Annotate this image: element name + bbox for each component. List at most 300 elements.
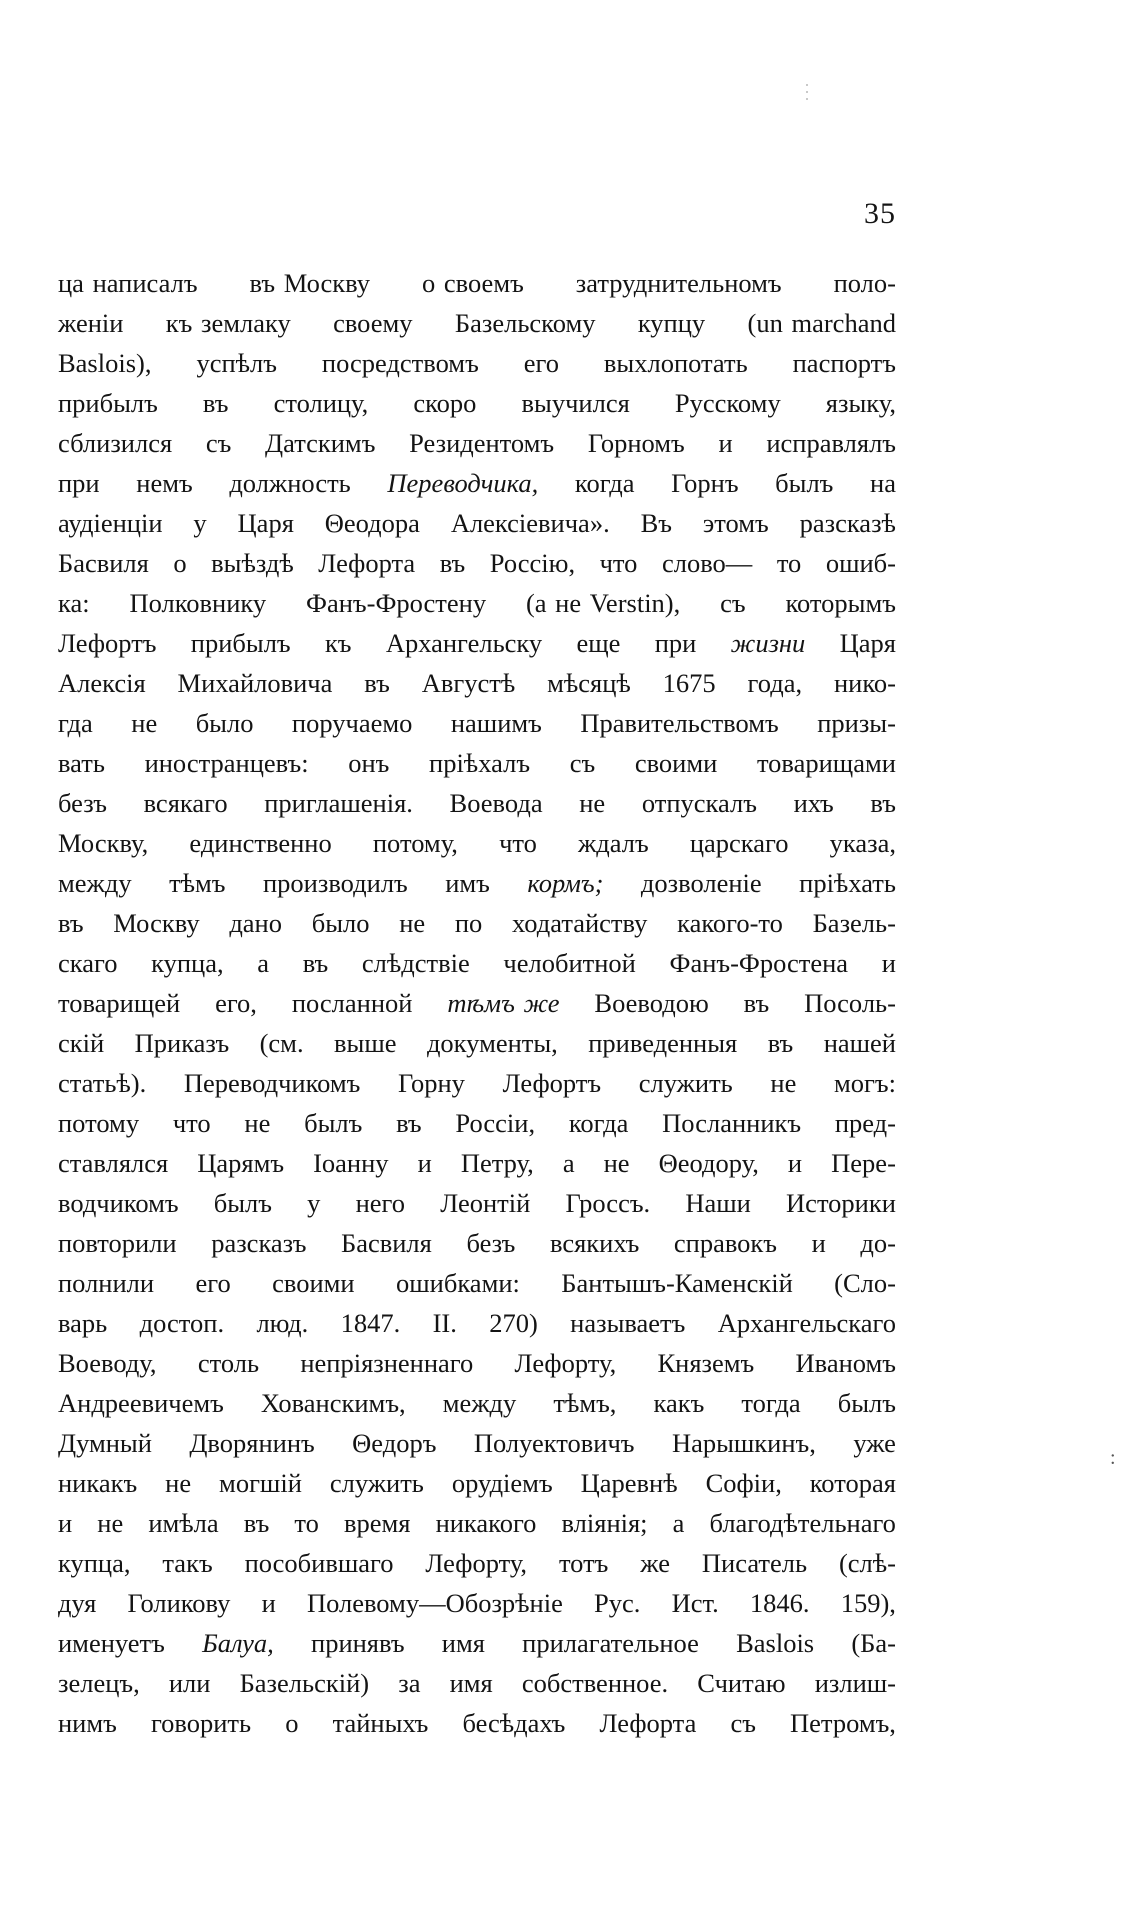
- text-word: скаго: [58, 948, 118, 978]
- text-line: [58, 1223, 896, 1263]
- text-word: о: [285, 1708, 299, 1738]
- text-word: въ: [743, 988, 770, 1018]
- text-word: дано: [229, 908, 282, 938]
- text-word: немъ: [136, 468, 193, 498]
- text-word: орудіемъ: [451, 1468, 553, 1498]
- text-word: которая: [809, 1468, 896, 1498]
- text-word: Думный: [58, 1428, 152, 1458]
- text-word: царскаго: [689, 828, 789, 858]
- text-word: призы-: [817, 708, 896, 738]
- text-word: Историки: [786, 1188, 896, 1218]
- text-word: никакъ: [58, 1468, 138, 1498]
- text-word: которымъ: [785, 588, 896, 618]
- text-word: не: [97, 1508, 124, 1538]
- text-word: непріязненнаго: [300, 1348, 474, 1378]
- text-word: а: [257, 948, 270, 978]
- text-word: Θеодору,: [658, 1148, 759, 1178]
- text-word: былъ: [775, 468, 834, 498]
- text-word: не: [399, 908, 426, 938]
- text-word: успѣлъ: [196, 348, 277, 378]
- text-word: и: [718, 428, 733, 458]
- text-word: безъ: [58, 788, 107, 818]
- text-word: Посланникъ: [662, 1108, 802, 1138]
- text-word: Горнъ: [671, 468, 739, 498]
- text-word: скоро: [413, 388, 477, 418]
- text-line: [58, 1263, 896, 1303]
- text-word: него: [355, 1188, 405, 1218]
- text-word: тѣмъ: [169, 868, 226, 898]
- text-word: Москву: [113, 908, 200, 938]
- text-word: не: [131, 708, 158, 738]
- text-word: справокъ: [673, 1228, 778, 1258]
- text-word: когда: [568, 1108, 629, 1138]
- text-line: [58, 663, 896, 703]
- text-line: [58, 903, 896, 943]
- text-word: а: [672, 1508, 685, 1538]
- text-word: (слѣ-: [838, 1548, 896, 1578]
- text-word: полнили: [58, 1268, 155, 1298]
- text-word: тогда: [741, 1388, 801, 1418]
- text-word: 1847.: [340, 1308, 401, 1338]
- text-word: Фанъ-Фростена: [669, 948, 849, 978]
- text-word: когда: [574, 468, 635, 498]
- text-word: въ: [302, 948, 329, 978]
- text-word: служить: [638, 1068, 733, 1098]
- text-word: могшій: [219, 1468, 302, 1498]
- text-line: [58, 1543, 896, 1583]
- text-word: гда: [58, 708, 93, 738]
- text-word: этомъ: [702, 508, 769, 538]
- text-word: приведенныя: [588, 1028, 738, 1058]
- text-word: Рус.: [594, 1588, 641, 1618]
- text-word: языку,: [825, 388, 896, 418]
- text-word: нико-: [833, 668, 896, 698]
- text-word: водчикомъ: [58, 1188, 179, 1218]
- text-line: [58, 1583, 896, 1623]
- text-word: жизни: [730, 628, 806, 658]
- text-line: [58, 263, 896, 303]
- text-word: II.: [432, 1308, 457, 1338]
- text-word: Резидентомъ: [409, 428, 555, 458]
- text-word: къ землаку: [165, 308, 291, 338]
- text-word: то: [294, 1508, 319, 1538]
- text-word: съ: [569, 748, 596, 778]
- text-word: Приказъ: [134, 1028, 230, 1058]
- text-word: Полевому—Обозрѣніе: [306, 1588, 563, 1618]
- text-word: слѣдствіе: [361, 948, 470, 978]
- text-word: Царевнѣ: [580, 1468, 678, 1498]
- text-word: безъ: [466, 1228, 516, 1258]
- text-word: не: [244, 1108, 271, 1138]
- text-word: по: [454, 908, 483, 938]
- text-word: ка:: [58, 588, 90, 618]
- text-word: такъ: [162, 1548, 213, 1578]
- text-word: Фанъ-Фростену: [306, 588, 487, 618]
- text-word: Княземъ: [657, 1348, 755, 1378]
- text-word: Переводчикомъ: [183, 1068, 361, 1098]
- text-word: прилагательное: [522, 1628, 699, 1658]
- text-word: Софіи,: [705, 1468, 782, 1498]
- text-word: что: [499, 828, 537, 858]
- text-word: могъ:: [833, 1068, 896, 1098]
- text-word: Горномъ: [587, 428, 685, 458]
- text-word: въ Москву: [249, 268, 371, 298]
- text-word: челобитной: [503, 948, 636, 978]
- text-word: потому: [58, 1108, 140, 1138]
- text-word: уже: [853, 1428, 896, 1458]
- text-word: нимъ: [58, 1708, 117, 1738]
- text-word: Алексіевича».: [450, 508, 610, 538]
- text-word: и: [58, 1508, 73, 1538]
- text-word: имя: [441, 1628, 485, 1658]
- text-word: Baslois),: [58, 348, 152, 378]
- text-line: [58, 343, 896, 383]
- text-word: мѣсяцѣ: [547, 668, 631, 698]
- text-word: всякаго: [143, 788, 228, 818]
- text-word: иностранцевъ:: [144, 748, 309, 778]
- text-word: не: [165, 1468, 192, 1498]
- text-word: Бантышъ-Каменскій: [561, 1268, 793, 1298]
- text-word: ходатайству: [512, 908, 648, 938]
- text-word: Воевода: [449, 788, 543, 818]
- text-line: [58, 1423, 896, 1463]
- text-word: Базель-: [812, 908, 896, 938]
- text-word: кормъ;: [527, 868, 604, 898]
- text-word: пріѣхать: [799, 868, 896, 898]
- text-word: Посоль-: [804, 988, 896, 1018]
- text-word: было: [311, 908, 370, 938]
- text-word: Лефорта: [599, 1708, 697, 1738]
- text-word: Хованскимъ,: [260, 1388, 406, 1418]
- text-word: принявъ: [311, 1628, 405, 1658]
- text-line: [58, 1383, 896, 1423]
- text-word: всякихъ: [549, 1228, 640, 1258]
- text-line: [58, 863, 896, 903]
- text-word: его: [523, 348, 559, 378]
- text-word: слово—: [661, 548, 753, 578]
- scan-speck: [806, 98, 808, 100]
- text-line: [58, 783, 896, 823]
- text-word: Басвиля: [58, 548, 149, 578]
- text-word: въ: [364, 668, 390, 698]
- text-line: [58, 383, 896, 423]
- text-line: [58, 303, 896, 343]
- text-word: ждалъ: [578, 828, 649, 858]
- text-word: излиш-: [814, 1668, 896, 1698]
- text-word: ца написалъ: [58, 268, 198, 298]
- text-word: 1675: [662, 668, 716, 698]
- text-word: указа,: [829, 828, 896, 858]
- text-line: [58, 1303, 896, 1343]
- text-word: купца,: [151, 948, 224, 978]
- text-word: именуетъ: [58, 1628, 165, 1658]
- text-word: поло-: [833, 268, 896, 298]
- text-word: о своемъ: [422, 268, 524, 298]
- text-word: тотъ: [558, 1548, 609, 1578]
- text-word: вать: [58, 748, 105, 778]
- text-word: повторили: [58, 1228, 177, 1258]
- text-word: паспортъ: [792, 348, 896, 378]
- text-word: и: [811, 1228, 826, 1258]
- text-word: Θедоръ: [352, 1428, 437, 1458]
- text-word: выше: [334, 1028, 397, 1058]
- text-word: Басвиля: [341, 1228, 432, 1258]
- text-word: и: [787, 1148, 803, 1178]
- text-word: Писатель: [701, 1548, 808, 1578]
- text-word: люд.: [256, 1308, 309, 1338]
- text-word: варь: [58, 1308, 108, 1338]
- text-line: [58, 1023, 896, 1063]
- margin-mark: :: [1110, 1447, 1116, 1469]
- text-word: Лефорту,: [425, 1548, 528, 1578]
- text-line: [58, 1703, 896, 1743]
- text-line: [58, 583, 896, 623]
- text-word: время: [343, 1508, 411, 1538]
- text-word: а: [562, 1148, 575, 1178]
- text-word: приглашенія.: [264, 788, 413, 818]
- text-word: прибылъ: [58, 388, 158, 418]
- text-word: тайныхъ: [332, 1708, 429, 1738]
- text-word: аудіенціи: [58, 508, 163, 538]
- text-word: между: [442, 1388, 517, 1418]
- text-word: никакого: [435, 1508, 537, 1538]
- text-word: Лефорту,: [514, 1348, 617, 1378]
- text-word: своему: [333, 308, 413, 338]
- text-line: [58, 1503, 896, 1543]
- text-word: Петромъ,: [790, 1708, 896, 1738]
- text-word: былъ: [213, 1188, 272, 1218]
- text-word: Алексія: [58, 668, 146, 698]
- text-word: что: [599, 548, 638, 578]
- text-word: столицу,: [273, 388, 369, 418]
- text-word: еще: [576, 628, 621, 658]
- text-word: Архангельскаго: [717, 1308, 896, 1338]
- text-word: 1846.: [749, 1588, 810, 1618]
- text-word: о: [173, 548, 187, 578]
- text-word: не: [770, 1068, 797, 1098]
- text-word: Россіи,: [455, 1108, 536, 1138]
- text-word: года,: [747, 668, 803, 698]
- text-word: (а не Verstin),: [525, 588, 681, 618]
- text-word: выхлопотать: [603, 348, 748, 378]
- text-word: и: [417, 1148, 432, 1178]
- text-line: [58, 1463, 896, 1503]
- body-text: [58, 263, 896, 1743]
- text-word: Въ: [640, 508, 672, 538]
- text-word: Правительствомъ: [580, 708, 779, 738]
- text-word: товарищами: [756, 748, 896, 778]
- text-word: пріѣхалъ: [429, 748, 531, 778]
- text-word: служить: [329, 1468, 424, 1498]
- text-word: Августѣ: [421, 668, 516, 698]
- text-word: въ: [202, 388, 229, 418]
- text-word: Андреевичемъ: [58, 1388, 224, 1418]
- text-word: Θеодора: [324, 508, 420, 538]
- text-word: не: [603, 1148, 630, 1178]
- text-word: Россію,: [489, 548, 576, 578]
- text-word: ошибками:: [396, 1268, 520, 1298]
- text-line: [58, 1143, 896, 1183]
- text-word: Іоанну: [313, 1148, 389, 1178]
- text-word: Гроссъ.: [565, 1188, 651, 1218]
- text-word: Михайловича: [177, 668, 333, 698]
- text-line: [58, 623, 896, 663]
- text-line: [58, 743, 896, 783]
- text-word: исправлялъ: [766, 428, 896, 458]
- text-word: дозволеніе: [640, 868, 762, 898]
- text-line: [58, 703, 896, 743]
- text-word: въ: [396, 1108, 422, 1138]
- text-word: Ист.: [671, 1588, 719, 1618]
- text-word: 159),: [840, 1588, 896, 1618]
- text-word: его: [195, 1268, 231, 1298]
- text-word: документы,: [426, 1028, 558, 1058]
- text-word: дуя: [58, 1588, 97, 1618]
- text-word: выучился: [521, 388, 630, 418]
- text-word: что: [172, 1108, 211, 1138]
- text-word: единственно: [189, 828, 332, 858]
- text-word: поручаемо: [291, 708, 413, 738]
- text-word: Пере-: [831, 1148, 896, 1178]
- text-word: ставлялся: [58, 1148, 169, 1178]
- text-word: говорить: [150, 1708, 252, 1738]
- text-line: [58, 823, 896, 863]
- text-word: столь: [197, 1348, 260, 1378]
- text-word: между: [58, 868, 132, 898]
- text-word: товарищей: [58, 988, 181, 1018]
- text-word: разсказѣ: [799, 508, 896, 538]
- text-word: въ: [243, 1508, 270, 1538]
- text-word: Baslois: [736, 1628, 815, 1658]
- text-word: называетъ: [570, 1308, 686, 1338]
- text-word: Дворянинъ: [189, 1428, 315, 1458]
- text-line: [58, 543, 896, 583]
- text-word: Царямъ: [197, 1148, 285, 1178]
- text-word: Иваномъ: [795, 1348, 896, 1378]
- text-word: не: [579, 788, 606, 818]
- text-word: выѣздѣ: [211, 548, 294, 578]
- text-word: Царя: [839, 628, 896, 658]
- text-word: въ: [439, 548, 466, 578]
- text-word: тѣмъ же: [447, 988, 560, 1018]
- text-word: Леонтій: [440, 1188, 531, 1218]
- text-word: сблизился: [58, 428, 173, 458]
- text-word: съ: [205, 428, 232, 458]
- text-word: должность: [229, 468, 351, 498]
- page-number: 35: [864, 197, 896, 230]
- text-word: купца,: [58, 1548, 131, 1578]
- text-word: при: [58, 468, 100, 498]
- text-word: (Ба-: [851, 1628, 896, 1658]
- text-word: Горну: [398, 1068, 465, 1098]
- text-line: [58, 1063, 896, 1103]
- text-word: своими: [634, 748, 718, 778]
- text-word: за: [398, 1668, 421, 1698]
- text-word: Лефортъ: [502, 1068, 602, 1098]
- text-word: (Сло-: [834, 1268, 896, 1298]
- text-word: разсказъ: [211, 1228, 307, 1258]
- text-word: какого-то: [677, 908, 783, 938]
- text-word: съ: [720, 588, 746, 618]
- text-word: Воеводою: [594, 988, 709, 1018]
- text-word: и: [261, 1588, 276, 1618]
- text-word: женіи: [58, 308, 124, 338]
- text-line: [58, 943, 896, 983]
- text-word: (un marchand: [747, 308, 896, 338]
- text-word: Переводчика,: [387, 468, 539, 498]
- text-word: затруднительномъ: [575, 268, 782, 298]
- text-word: достоп.: [139, 1308, 225, 1338]
- text-word: своими: [272, 1268, 355, 1298]
- text-word: пред-: [834, 1108, 896, 1138]
- text-line: [58, 983, 896, 1023]
- text-word: производилъ: [263, 868, 408, 898]
- text-word: ошиб-: [825, 548, 896, 578]
- text-word: до-: [860, 1228, 896, 1258]
- text-word: Датскимъ: [265, 428, 376, 458]
- text-word: какъ: [653, 1388, 705, 1418]
- text-word: Базельскому: [454, 308, 596, 338]
- scan-speck: [806, 84, 808, 86]
- text-word: его,: [215, 988, 257, 1018]
- text-line: [58, 463, 896, 503]
- text-word: въ: [767, 1028, 794, 1058]
- text-word: (см.: [259, 1028, 304, 1058]
- text-word: и: [881, 948, 896, 978]
- text-line: [58, 423, 896, 463]
- text-word: бесѣдахъ: [462, 1708, 566, 1738]
- text-word: пособившаго: [244, 1548, 394, 1578]
- text-word: у: [307, 1188, 321, 1218]
- text-word: благодѣтельнаго: [709, 1508, 896, 1538]
- text-word: съ: [730, 1708, 756, 1738]
- text-word: Нарышкинъ,: [671, 1428, 816, 1458]
- text-word: 270): [489, 1308, 538, 1338]
- text-word: имѣла: [148, 1508, 219, 1538]
- text-word: тѣмъ,: [553, 1388, 617, 1418]
- text-word: отпускалъ: [641, 788, 757, 818]
- text-word: имя: [449, 1668, 493, 1698]
- text-word: былъ: [304, 1108, 363, 1138]
- scan-speck: [806, 91, 808, 93]
- text-word: купцу: [637, 308, 706, 338]
- text-word: ихъ: [793, 788, 834, 818]
- text-word: имъ: [445, 868, 490, 898]
- text-word: Русскому: [674, 388, 781, 418]
- text-word: Балуа,: [202, 1628, 274, 1658]
- text-word: при: [654, 628, 697, 658]
- text-word: къ: [324, 628, 352, 658]
- text-word: Москву,: [58, 828, 149, 858]
- text-line: [58, 1663, 896, 1703]
- text-line: [58, 503, 896, 543]
- text-line: [58, 1183, 896, 1223]
- text-word: въ: [58, 908, 84, 938]
- text-word: Воеводу,: [58, 1348, 157, 1378]
- text-word: было: [195, 708, 254, 738]
- text-word: Архангельску: [385, 628, 543, 658]
- text-word: нашимъ: [450, 708, 542, 738]
- text-word: Базельскій): [239, 1668, 370, 1698]
- text-word: былъ: [837, 1388, 896, 1418]
- text-word: Полуектовичъ: [473, 1428, 635, 1458]
- text-word: на: [870, 468, 896, 498]
- text-word: то: [776, 548, 802, 578]
- text-word: Петру,: [460, 1148, 534, 1178]
- text-word: или: [168, 1668, 211, 1698]
- text-word: посредствомъ: [321, 348, 479, 378]
- text-line: [58, 1103, 896, 1143]
